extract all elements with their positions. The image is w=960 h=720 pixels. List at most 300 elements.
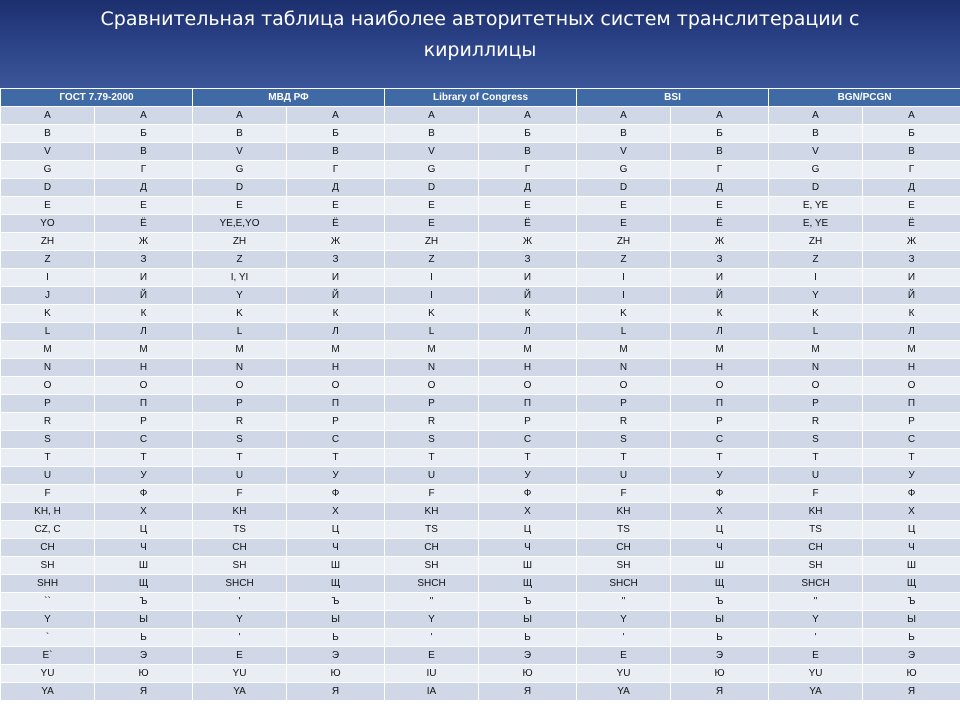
table-cell: Ё: [95, 215, 193, 233]
table-cell: IU: [385, 665, 479, 683]
table-cell: Ь: [95, 629, 193, 647]
table-cell: Ч: [479, 539, 577, 557]
table-cell: С: [479, 431, 577, 449]
table-cell: YA: [577, 683, 671, 701]
table-row: [1, 647, 960, 665]
table-cell: E: [577, 215, 671, 233]
table-cell: Г: [671, 161, 769, 179]
table-cell: В: [671, 143, 769, 161]
table-cell: Н: [863, 359, 960, 377]
table-cell: E`: [1, 647, 95, 665]
table-cell: L: [577, 323, 671, 341]
table-cell: Ъ: [287, 593, 385, 611]
table-cell: С: [671, 431, 769, 449]
table-row: [1, 593, 960, 611]
table-cell: V: [385, 143, 479, 161]
table-cell: I, YI: [193, 269, 287, 287]
table-cell: Я: [287, 683, 385, 701]
table-cell: Р: [95, 413, 193, 431]
table-cell: G: [385, 161, 479, 179]
table-cell: Ш: [863, 557, 960, 575]
table-cell: Р: [863, 413, 960, 431]
table-cell: Н: [95, 359, 193, 377]
table-cell: Ж: [863, 233, 960, 251]
table-cell: Д: [95, 179, 193, 197]
table-cell: SHH: [1, 575, 95, 593]
table-cell: SH: [193, 557, 287, 575]
table-cell: YU: [577, 665, 671, 683]
table-cell: Ц: [287, 521, 385, 539]
table-cell: E: [385, 215, 479, 233]
table-cell: CH: [385, 539, 479, 557]
table-cell: Г: [287, 161, 385, 179]
table-cell: Х: [671, 503, 769, 521]
table-cell: М: [479, 341, 577, 359]
table-cell: M: [1, 341, 95, 359]
table-cell: Ж: [95, 233, 193, 251]
table-cell: N: [577, 359, 671, 377]
table-cell: D: [769, 179, 863, 197]
table-cell: Z: [385, 251, 479, 269]
table-cell: Й: [95, 287, 193, 305]
table-cell: SHCH: [769, 575, 863, 593]
table-cell: SH: [385, 557, 479, 575]
table-cell: S: [577, 431, 671, 449]
table-cell: A: [385, 107, 479, 125]
table-cell: Щ: [287, 575, 385, 593]
table-cell: Э: [671, 647, 769, 665]
table-cell: YU: [1, 665, 95, 683]
table-cell: F: [1, 485, 95, 503]
table-cell: К: [671, 305, 769, 323]
table-row: [1, 359, 960, 377]
table-cell: Л: [479, 323, 577, 341]
table-cell: KH: [769, 503, 863, 521]
table-cell: Т: [863, 449, 960, 467]
table-row: [1, 377, 960, 395]
table-cell: A: [1, 107, 95, 125]
table-cell: Ь: [863, 629, 960, 647]
table-cell: Ё: [287, 215, 385, 233]
table-cell: I: [577, 287, 671, 305]
table-cell: KH, H: [1, 503, 95, 521]
table-cell: TS: [193, 521, 287, 539]
table-cell: L: [193, 323, 287, 341]
table-cell: Y: [385, 611, 479, 629]
table-cell: R: [769, 413, 863, 431]
table-cell: З: [287, 251, 385, 269]
table-cell: K: [769, 305, 863, 323]
table-cell: E: [577, 197, 671, 215]
table-cell: И: [95, 269, 193, 287]
table-cell: P: [1, 395, 95, 413]
table-cell: P: [769, 395, 863, 413]
table-cell: V: [577, 143, 671, 161]
table-cell: Ф: [671, 485, 769, 503]
table-cell: ZH: [385, 233, 479, 251]
table-cell: Ж: [671, 233, 769, 251]
header-library-of-congress: Library of Congress: [385, 89, 577, 107]
table-row: [1, 341, 960, 359]
table-cell: Щ: [863, 575, 960, 593]
table-cell: Z: [193, 251, 287, 269]
table-cell: Ж: [479, 233, 577, 251]
table-cell: Z: [769, 251, 863, 269]
table-cell: Д: [863, 179, 960, 197]
table-row: [1, 503, 960, 521]
table-row: [1, 395, 960, 413]
table-cell: Г: [95, 161, 193, 179]
table-cell: L: [769, 323, 863, 341]
table-cell: Н: [671, 359, 769, 377]
table-cell: R: [385, 413, 479, 431]
table-cell: Е: [287, 197, 385, 215]
table-cell: О: [479, 377, 577, 395]
table-cell: U: [193, 467, 287, 485]
table-cell: V: [1, 143, 95, 161]
table-cell: В: [863, 143, 960, 161]
table-cell: Z: [1, 251, 95, 269]
table-row: [1, 557, 960, 575]
table-cell: ": [577, 593, 671, 611]
table-cell: Ч: [863, 539, 960, 557]
table-cell: Ш: [479, 557, 577, 575]
table-cell: T: [1, 449, 95, 467]
table-cell: У: [671, 467, 769, 485]
table-cell: YO: [1, 215, 95, 233]
table-cell: U: [1, 467, 95, 485]
table-cell: K: [193, 305, 287, 323]
table-cell: Й: [479, 287, 577, 305]
table-cell: M: [193, 341, 287, 359]
table-cell: Р: [287, 413, 385, 431]
table-cell: I: [1, 269, 95, 287]
table-cell: ': [577, 629, 671, 647]
table-cell: Е: [671, 197, 769, 215]
table-cell: Ю: [287, 665, 385, 683]
table-cell: С: [863, 431, 960, 449]
table-cell: ZH: [193, 233, 287, 251]
table-cell: И: [287, 269, 385, 287]
table-cell: M: [577, 341, 671, 359]
table-cell: CH: [1, 539, 95, 557]
table-cell: Ч: [95, 539, 193, 557]
table-cell: E, YE: [769, 197, 863, 215]
table-cell: F: [769, 485, 863, 503]
table-cell: Т: [287, 449, 385, 467]
table-cell: Э: [95, 647, 193, 665]
table-cell: Ь: [479, 629, 577, 647]
table-cell: Э: [863, 647, 960, 665]
table-cell: Ь: [671, 629, 769, 647]
table-cell: CZ, C: [1, 521, 95, 539]
table-cell: E: [385, 197, 479, 215]
table-cell: Ъ: [479, 593, 577, 611]
table-cell: Р: [671, 413, 769, 431]
transliteration-table: [0, 88, 960, 701]
table-cell: Y: [193, 611, 287, 629]
table-cell: Ш: [671, 557, 769, 575]
table-cell: Х: [287, 503, 385, 521]
table-row: [1, 575, 960, 593]
table-cell: `: [1, 629, 95, 647]
table-cell: Ё: [479, 215, 577, 233]
table-cell: J: [1, 287, 95, 305]
table-cell: О: [671, 377, 769, 395]
table-cell: K: [385, 305, 479, 323]
table-cell: ZH: [577, 233, 671, 251]
table-cell: A: [577, 107, 671, 125]
header-bsi: BSI: [577, 89, 769, 107]
table-cell: К: [863, 305, 960, 323]
table-cell: К: [95, 305, 193, 323]
table-cell: N: [193, 359, 287, 377]
table-row: [1, 233, 960, 251]
table-cell: П: [287, 395, 385, 413]
table-cell: T: [769, 449, 863, 467]
table-cell: P: [577, 395, 671, 413]
table-cell: IA: [385, 683, 479, 701]
table-cell: SHCH: [577, 575, 671, 593]
table-cell: B: [1, 125, 95, 143]
table-cell: B: [769, 125, 863, 143]
table-cell: CH: [769, 539, 863, 557]
table-cell: П: [479, 395, 577, 413]
table-cell: Ц: [863, 521, 960, 539]
table-cell: E: [577, 647, 671, 665]
table-cell: E: [385, 647, 479, 665]
table-cell: SH: [577, 557, 671, 575]
table-cell: I: [769, 269, 863, 287]
table-body: [1, 107, 960, 701]
table-cell: R: [1, 413, 95, 431]
table-cell: T: [577, 449, 671, 467]
table-cell: ZH: [769, 233, 863, 251]
table-cell: Ф: [479, 485, 577, 503]
table-cell: U: [385, 467, 479, 485]
table-cell: Ц: [671, 521, 769, 539]
table-cell: Ю: [863, 665, 960, 683]
table-cell: В: [95, 143, 193, 161]
table-cell: И: [671, 269, 769, 287]
table-cell: ': [385, 629, 479, 647]
table-row: [1, 611, 960, 629]
table-cell: К: [287, 305, 385, 323]
table-cell: Э: [287, 647, 385, 665]
table-cell: G: [769, 161, 863, 179]
table-cell: ': [193, 593, 287, 611]
table-cell: U: [577, 467, 671, 485]
table-cell: Y: [769, 287, 863, 305]
table-cell: Д: [671, 179, 769, 197]
table-cell: V: [193, 143, 287, 161]
table-cell: П: [671, 395, 769, 413]
table-cell: Ъ: [95, 593, 193, 611]
table-cell: O: [1, 377, 95, 395]
table-cell: K: [1, 305, 95, 323]
table-cell: ": [385, 593, 479, 611]
table-cell: В: [479, 143, 577, 161]
table-cell: О: [95, 377, 193, 395]
table-cell: S: [193, 431, 287, 449]
table-cell: D: [1, 179, 95, 197]
table-cell: У: [287, 467, 385, 485]
transliteration-table-container: [0, 88, 960, 720]
header-mvd: МВД РФ: [193, 89, 385, 107]
slide-header: [0, 0, 960, 88]
table-cell: М: [671, 341, 769, 359]
table-cell: ``: [1, 593, 95, 611]
table-cell: Ф: [863, 485, 960, 503]
table-cell: Z: [577, 251, 671, 269]
table-cell: Ю: [95, 665, 193, 683]
table-cell: F: [577, 485, 671, 503]
table-cell: М: [863, 341, 960, 359]
table-cell: Я: [671, 683, 769, 701]
table-cell: Ф: [287, 485, 385, 503]
table-row: [1, 269, 960, 287]
table-cell: З: [863, 251, 960, 269]
table-cell: Р: [479, 413, 577, 431]
table-row: [1, 449, 960, 467]
table-cell: N: [769, 359, 863, 377]
table-cell: З: [95, 251, 193, 269]
table-cell: O: [385, 377, 479, 395]
table-cell: K: [577, 305, 671, 323]
table-cell: И: [863, 269, 960, 287]
table-cell: TS: [577, 521, 671, 539]
table-cell: O: [193, 377, 287, 395]
table-cell: U: [769, 467, 863, 485]
table-row: [1, 107, 960, 125]
table-cell: E: [193, 647, 287, 665]
table-cell: Я: [95, 683, 193, 701]
table-cell: Ц: [95, 521, 193, 539]
table-cell: М: [287, 341, 385, 359]
header-bgn-pcgn: BGN/PCGN: [769, 89, 960, 107]
table-cell: E: [1, 197, 95, 215]
table-cell: I: [577, 269, 671, 287]
table-cell: К: [479, 305, 577, 323]
table-cell: П: [95, 395, 193, 413]
table-cell: F: [385, 485, 479, 503]
table-cell: D: [577, 179, 671, 197]
table-cell: Щ: [671, 575, 769, 593]
table-row: [1, 521, 960, 539]
table-cell: Й: [287, 287, 385, 305]
table-cell: Ё: [863, 215, 960, 233]
table-cell: CH: [193, 539, 287, 557]
table-cell: Ш: [95, 557, 193, 575]
table-row: [1, 251, 960, 269]
table-cell: Щ: [479, 575, 577, 593]
table-cell: У: [863, 467, 960, 485]
table-cell: Х: [95, 503, 193, 521]
table-cell: А: [479, 107, 577, 125]
table-cell: Н: [479, 359, 577, 377]
table-cell: E: [193, 197, 287, 215]
table-row: [1, 125, 960, 143]
table-row: [1, 431, 960, 449]
table-cell: YA: [193, 683, 287, 701]
table-cell: Ы: [287, 611, 385, 629]
table-cell: Y: [769, 611, 863, 629]
table-cell: Ю: [671, 665, 769, 683]
table-cell: KH: [577, 503, 671, 521]
table-cell: R: [193, 413, 287, 431]
table-cell: D: [385, 179, 479, 197]
table-cell: Я: [479, 683, 577, 701]
table-cell: Д: [287, 179, 385, 197]
table-cell: YU: [193, 665, 287, 683]
table-cell: N: [385, 359, 479, 377]
table-cell: Е: [479, 197, 577, 215]
table-cell: M: [769, 341, 863, 359]
table-cell: T: [385, 449, 479, 467]
table-cell: З: [671, 251, 769, 269]
table-cell: ': [193, 629, 287, 647]
table-cell: Ъ: [863, 593, 960, 611]
table-cell: B: [193, 125, 287, 143]
table-cell: Г: [863, 161, 960, 179]
table-cell: Ц: [479, 521, 577, 539]
table-cell: G: [193, 161, 287, 179]
table-cell: Б: [863, 125, 960, 143]
table-cell: T: [193, 449, 287, 467]
table-cell: SHCH: [193, 575, 287, 593]
table-cell: YU: [769, 665, 863, 683]
table-cell: I: [385, 287, 479, 305]
table-cell: Т: [95, 449, 193, 467]
table-cell: А: [671, 107, 769, 125]
table-cell: Ш: [287, 557, 385, 575]
table-cell: YA: [769, 683, 863, 701]
table-cell: D: [193, 179, 287, 197]
table-cell: S: [385, 431, 479, 449]
table-row: [1, 665, 960, 683]
table-cell: О: [287, 377, 385, 395]
table-header-row: [1, 89, 960, 107]
table-cell: Y: [577, 611, 671, 629]
table-cell: L: [385, 323, 479, 341]
table-cell: Ж: [287, 233, 385, 251]
table-cell: E: [769, 647, 863, 665]
table-cell: Т: [671, 449, 769, 467]
table-cell: Ы: [479, 611, 577, 629]
table-cell: Х: [863, 503, 960, 521]
table-cell: П: [863, 395, 960, 413]
table-cell: ': [769, 629, 863, 647]
table-cell: R: [577, 413, 671, 431]
table-cell: Щ: [95, 575, 193, 593]
table-cell: O: [577, 377, 671, 395]
table-cell: А: [95, 107, 193, 125]
table-row: [1, 485, 960, 503]
table-row: [1, 143, 960, 161]
table-cell: Б: [287, 125, 385, 143]
table-cell: G: [1, 161, 95, 179]
table-row: [1, 629, 960, 647]
table-cell: Б: [95, 125, 193, 143]
table-cell: Л: [671, 323, 769, 341]
table-cell: А: [863, 107, 960, 125]
table-cell: Ё: [671, 215, 769, 233]
table-cell: М: [95, 341, 193, 359]
table-cell: G: [577, 161, 671, 179]
table-cell: TS: [385, 521, 479, 539]
table-row: [1, 161, 960, 179]
table-cell: ZH: [1, 233, 95, 251]
